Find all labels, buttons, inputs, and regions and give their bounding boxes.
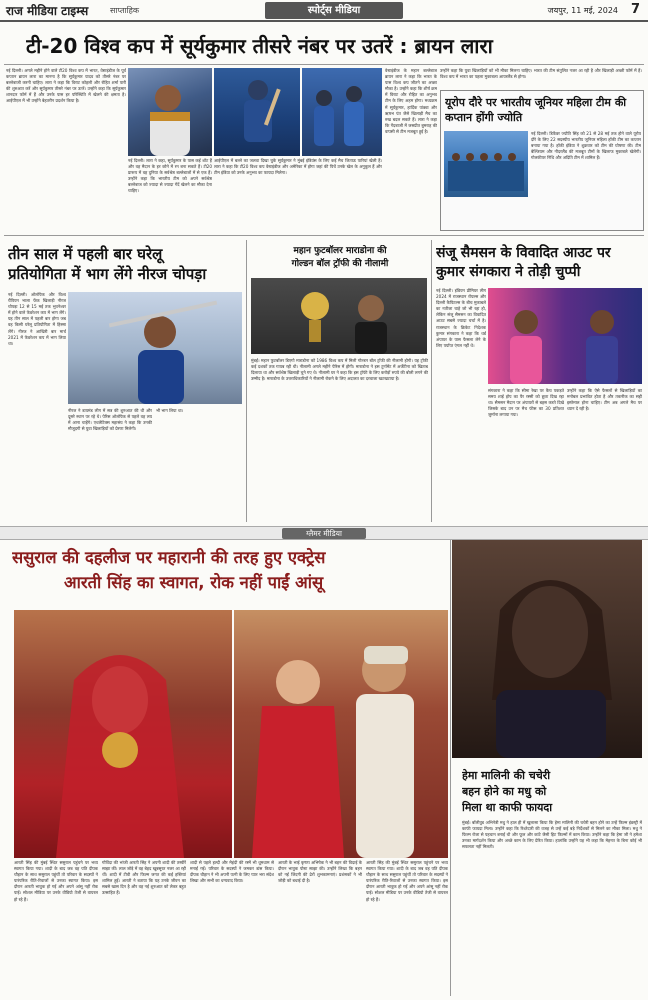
madhu-photo <box>452 540 642 758</box>
lead-col3: आईपीएल में बल्ले का जलवा दिखा चुके सूर्यकुमार ने मुंबई इंडियंस के लिए कई मैच जिताऊ पारियां खेली हैं। लारा ने कहा कि टी20 विश्व कप वेस्टइंडीज और अमेरिका में होगा जहां की पिचें उनके खेल के अनुकूल हैं और टीम इंडिया को उनके अनुभव का फायदा मिलेगा। <box>214 158 382 176</box>
aarti-body-3: शादी से पहले हल्दी और मेहंदी की रस्में भी धूमधाम से मनाई गईं। परिवार के सदस्यों ने जमकर डांस किया। दीपक चौहान ने भी अपनी पत्नी के लिए प्यार भरा संदेश लिखा और सभी का धन्यवाद किया। <box>190 860 274 884</box>
lead-headline: टी-20 विश्व कप में सूर्यकुमार तीसरे नंबर पर उतरें : ब्रायन लारा <box>26 34 493 58</box>
neeraj-headline-2: प्रतियोगिता में भाग लेंगे नीरज चोपड़ा <box>8 265 207 283</box>
sanju-body-2: संगकारा ने कहा कि सीमा रेखा पर कैच पकड़ते समय शाई होप का पैर रस्सी को छूता दिख रहा था। सैमसन मैदान पर अंपायरों से बहस करते दिखे जिसके बाद उन पर मैच फीस का 30 प्रतिशत जुर्माना लगाया गया। <box>488 388 564 418</box>
junior-body: नई दिल्ली। डिफेंडर ज्योति सिंह को 21 से 28 मई तक होने वाले यूरोप दौरे के लिए 22 सदस्यीय भारतीय जूनियर महिला हॉकी टीम का कप्तान बनाया गया है। हॉकी इंडिया ने शुक्रवार को टीम की घोषणा की। टीम बेल्जियम और नीदरलैंड की मजबूत टीमों के खिलाफ मुकाबले खेलेगी। गोलकीपर निधि और अदिति टीम में शामिल हैं। <box>531 131 641 161</box>
glamour-section-band <box>0 526 648 540</box>
aarti-body-2: गोविंदा की भांजी आरती सिंह ने अपनी शादी की तस्वीरें साझा कीं। लाल जोड़े में वह बेहद खूबसूरत नजर आ रही थीं। शादी में टीवी और फिल्म जगत की कई हस्तियां शामिल हुईं। आरती ने बताया कि यह उनके जीवन का सबसे खास दिन है और वह नई शुरुआत को लेकर बहुत उत्साहित हैं। <box>102 860 186 896</box>
batsman-figure-icon <box>214 68 300 156</box>
team-group-icon <box>444 131 528 197</box>
athlete-figure-icon <box>68 292 242 404</box>
hockey-team-photo <box>444 131 528 197</box>
neeraj-body-3: भी भाग लिया था। <box>156 408 184 413</box>
wedding-couple-photo <box>234 610 448 858</box>
divider <box>246 240 247 522</box>
madhu-headline-2: बहन होने का मधु को <box>462 785 547 798</box>
paper-frequency: साप्ताहिक <box>110 5 140 15</box>
aarti-body-4: आरती के भाई कृष्णा अभिषेक ने भी बहन की विदाई के दौरान भावुक पोस्ट साझा की। उन्होंने लिखा कि बहन को नई जिंदगी की ढेरों शुभकामनाएं। प्रशंसकों ने भी जोड़ी को बधाई दी है। <box>278 860 362 884</box>
divider <box>450 540 451 996</box>
divider <box>4 235 644 236</box>
players-duo-icon <box>488 288 642 384</box>
madhu-headline-1: हेमा मालिनी की चचेरी <box>462 769 551 782</box>
issue-date: जयपुर, 11 मई, 2024 <box>547 6 618 15</box>
neeraj-body: नई दिल्ली। ओलंपिक और विश्व चैंपियन भाला फेंक खिलाड़ी नीरज चोपड़ा 12 से 15 मई तक भुवनेश्वर में होने वाले फेडरेशन कप में भाग लेंगे। यह तीन साल में पहली बार होगा जब वह किसी घरेलू प्रतियोगिता में हिस्सा लेंगे। नीरज ने आखिरी बार मार्च 2021 में फेडरेशन कप में भाग लिया था। <box>8 292 66 346</box>
team-photo <box>302 68 382 156</box>
aarti-body-5: आरती सिंह की मुंबई स्थित ससुराल पहुंचने पर भव्य स्वागत किया गया। शादी के बाद जब वह पति दीपक चौहान के साथ ससुराल पहुंचीं तो परिवार के सदस्यों ने पारंपरिक रीति-रिवाजों से उनका स्वागत किया। इस दौरान आरती भावुक हो गईं और अपने आंसू नहीं रोक पाईं। सोशल मीडिया पर उनके वीडियो तेजी से वायरल हो रहे हैं। <box>366 860 448 902</box>
paper-title: राज मीडिया टाइम्स <box>6 3 89 18</box>
neeraj-body-2: नीरज ने डायमंड लीग में सत्र की शुरुआत की थी और दूसरे स्थान पर रहे थे। पेरिस ओलंपिक से पहले वह लय में आना चाहेंगे। एथलेटिक्स महासंघ ने कहा कि उनकी मौजूदगी से युवा खिलाड़ियों को प्रेरणा मिलेगी। <box>68 408 152 432</box>
golden-ball-trophy-icon <box>251 278 427 354</box>
madhu-headline-3: मिला था काफी फायदा <box>462 801 553 814</box>
sanju-headline-1: संजू सैमसन के विवादित आउट पर <box>436 245 611 261</box>
neeraj-headline-1: तीन साल में पहली बार घरेलू <box>8 245 163 263</box>
lara-figure-icon <box>128 68 212 156</box>
page-header <box>0 0 648 22</box>
players-icon <box>302 68 382 156</box>
bride-figure-icon <box>14 610 232 858</box>
sanju-headline-2: कुमार संगकारा ने तोड़ी चुप्पी <box>436 264 581 280</box>
lead-col1: नई दिल्ली। अगले महीने होने वाले टी20 विश्व कप में भारत, वेस्टइंडीज के पूर्व कप्तान ब्रायन लारा का मानना है कि सूर्यकुमार यादव को तीसरे नंबर पर बल्लेबाजी करनी चाहिए। लारा ने कहा कि विराट कोहली और रोहित शर्मा पारी की शुरुआत करें और सूर्यकुमार तीसरे नंबर पर उतरें। उन्होंने कहा कि सूर्यकुमार शानदार फॉर्म में हैं और उनके पास हर परिस्थिति में खेलने की क्षमता है। आईपीएल में भी उन्होंने बेहतरीन प्रदर्शन किया है। <box>6 68 126 104</box>
neeraj-photo <box>68 292 242 404</box>
divider <box>431 240 432 522</box>
divider <box>4 64 644 65</box>
lead-col2: नई दिल्ली। लारा ने कहा, सूर्यकुमार के पास कई शॉट हैं और वह मैदान के हर कोने में रन बना सकते हैं। टी20 प्रारूप में वह दुनिया के सर्वश्रेष्ठ बल्लेबाजों में से एक हैं। उन्होंने कहा कि भारतीय टीम को अपने सर्वश्रेष्ठ बल्लेबाज को ज्यादा से ज्यादा गेंदें खेलने का मौका देना चाहिए। <box>128 158 212 194</box>
sanju-body-3: उन्होंने कहा कि ऐसे फैसलों से खिलाड़ियों का मनोबल प्रभावित होता है और तकनीक का सही इस्तेमाल होना चाहिए। टीम अब अगले मैच पर ध्यान दे रही है। <box>567 388 642 412</box>
actress-figure-icon <box>452 540 642 758</box>
maradona-photo <box>251 278 427 354</box>
lead-col4: वेस्टइंडीज के महान बल्लेबाज ब्रायन लारा ने कहा कि भारत के पास विश्व कप जीतने का अच्छा मौका है। उन्होंने कहा कि शीर्ष क्रम में विराट और रोहित का अनुभव टीम के लिए अहम होगा। मध्यक्रम में सूर्यकुमार, हार्दिक पांड्या और ऋषभ पंत जैसे खिलाड़ी मैच का रुख बदल सकते हैं। लारा ने कहा कि गेंदबाजी में जसप्रीत बुमराह की वापसी से टीम मजबूत हुई है। <box>385 68 437 134</box>
aarti-headline-1: ससुराल की दहलीज पर महारानी की तरह हुए एक्ट्रेस <box>12 548 326 567</box>
glamour-label: ग्लैमर मीडिया <box>282 528 366 539</box>
maradona-body: मुंबई। महान फुटबॉलर डिएगो माराडोना को 1986 विश्व कप में मिली गोल्डन बॉल ट्रॉफी की नीलामी होगी। यह ट्रॉफी कई दशकों तक गायब रही थी। नीलामी अगले महीने पेरिस में होगी। माराडोना ने इस टूर्नामेंट में अर्जेंटीना को खिताब दिलाया था और सर्वश्रेष्ठ खिलाड़ी चुने गए थे। नीलामी घर ने कहा कि इस ट्रॉफी के लिए करोड़ों रुपये की बोली लगने की उम्मीद है। माराडोना के उत्तराधिकारियों ने नीलामी रोकने के लिए अदालत का दरवाजा खटखटाया है। <box>251 358 428 382</box>
aarti-body: आरती सिंह की मुंबई स्थित ससुराल पहुंचने पर भव्य स्वागत किया गया। शादी के बाद जब वह पति दीपक चौहान के साथ ससुराल पहुंचीं तो परिवार के सदस्यों ने पारंपरिक रीति-रिवाजों से उनका स्वागत किया। इस दौरान आरती भावुक हो गईं और अपने आंसू नहीं रोक पाईं। सोशल मीडिया पर उनके वीडियो तेजी से वायरल हो रहे हैं। <box>14 860 98 902</box>
sanju-body: नई दिल्ली। इंडियन प्रीमियर लीग 2024 में राजस्थान रॉयल्स और दिल्ली कैपिटल्स के बीच मुकाबले का नतीजा चाहे जो भी रहा हो, लेकिन संजू सैमसन का विवादित आउट सबसे ज्यादा चर्चा में है। राजस्थान के क्रिकेट निदेशक कुमार संगकारा ने कहा कि थर्ड अंपायर के पास फैसला लेने के लिए पर्याप्त एंगल नहीं थे। <box>436 288 486 348</box>
couple-figure-icon <box>234 610 448 858</box>
surya-photo <box>214 68 300 156</box>
aarti-headline-2: आरती सिंह का स्वागत, रोक नहीं पाईं आंसू <box>64 573 324 592</box>
aarti-bridal-photo <box>14 610 232 858</box>
maradona-headline-2: गोल्डन बॉल ट्रॉफी की नीलामी <box>291 259 389 269</box>
junior-headline: यूरोप दौरे पर भारतीय जूनियर महिला टीम की कप्तान होंगी ज्योति <box>445 96 627 124</box>
page-number: 7 <box>630 2 640 17</box>
sanju-photo <box>488 288 642 384</box>
section-label: स्पोर्ट्स मीडिया <box>265 2 403 19</box>
lead-col5: उन्होंने कहा कि युवा खिलाड़ियों को भी मौका मिलना चाहिए। भारत की टीम संतुलित नजर आ रही है और खिलाड़ी अच्छी फॉर्म में हैं। विश्व कप में भारत का पहला मुकाबला आयरलैंड से होगा। <box>440 68 642 80</box>
lara-photo <box>128 68 212 156</box>
madhu-body: मुंबई। बॉलीवुड अभिनेत्री मधु ने हाल ही में खुलासा किया कि हेमा मालिनी की चचेरी बहन होने का उन्हें फिल्म इंडस्ट्री में काफी फायदा मिला। उन्होंने कहा कि रिश्तेदारी की वजह से उन्हें कई बड़े निर्देशकों से मिलने का मौका मिला। मधु ने फिल्म रोजा से पहचान बनाई थी और फूल और कांटे जैसी हिट फिल्मों में काम किया। उन्होंने कहा कि हेमा जी ने हमेशा उनका मार्गदर्शन किया और अच्छे काम के लिए प्रेरित किया। हालांकि उन्होंने यह भी कहा कि मेहनत के बिना कोई भी सफलता नहीं मिलती। <box>462 820 642 850</box>
maradona-headline-1: महान फुटबॉलर माराडोना की <box>293 246 387 256</box>
